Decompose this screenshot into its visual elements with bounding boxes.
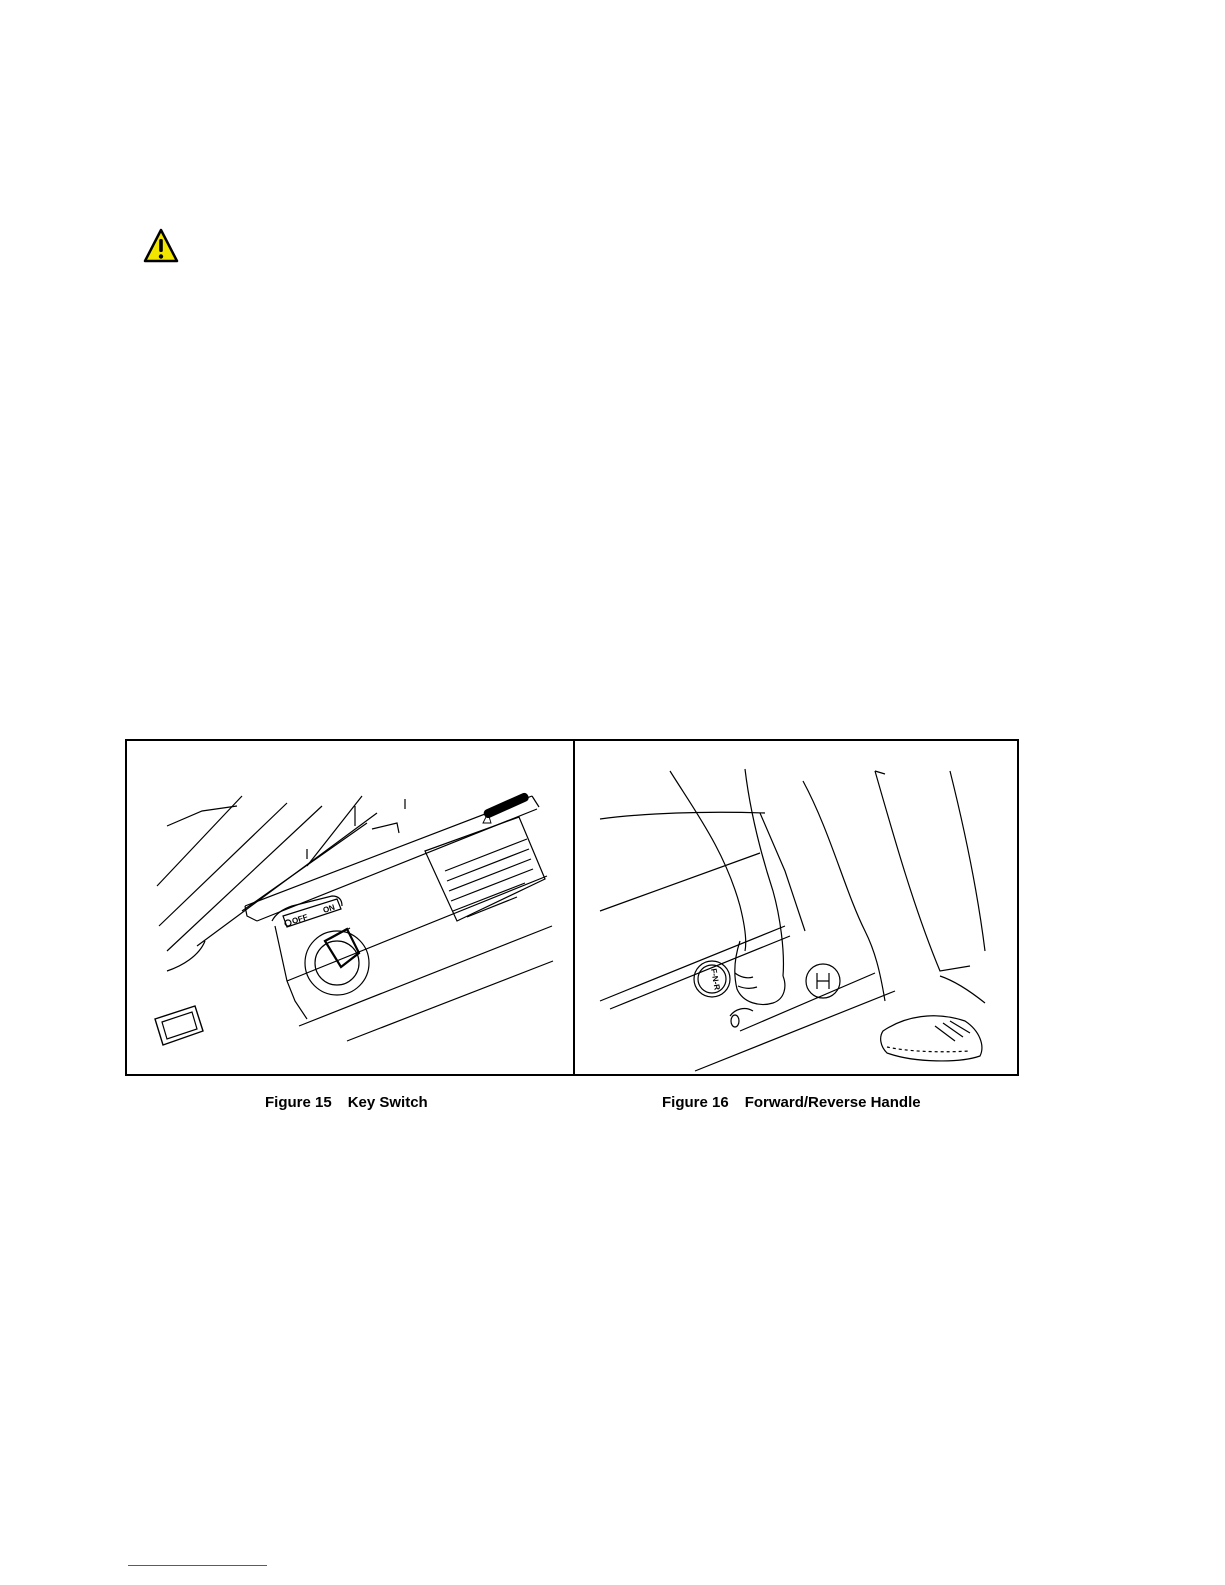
warning-triangle-icon: [142, 227, 180, 265]
switch-off-label: OFF: [290, 912, 309, 926]
figure-16-illustration: [575, 741, 1017, 1074]
figure-16-caption: [662, 1094, 921, 1111]
figure-15-title: Key Switch: [347, 1094, 428, 1111]
figure-15-caption: [265, 1094, 428, 1111]
figure-16-title: Forward/Reverse Handle: [744, 1094, 921, 1111]
switch-on-label: ON: [321, 902, 337, 915]
figure-15-illustration: [127, 741, 573, 1074]
figure-15-number: Figure 15: [265, 1094, 332, 1111]
footnote-separator: [128, 1565, 267, 1566]
figure-frame: [125, 739, 1019, 1076]
knob-label: F-N-R: [709, 967, 722, 991]
figure-16-number: Figure 16: [662, 1094, 729, 1111]
